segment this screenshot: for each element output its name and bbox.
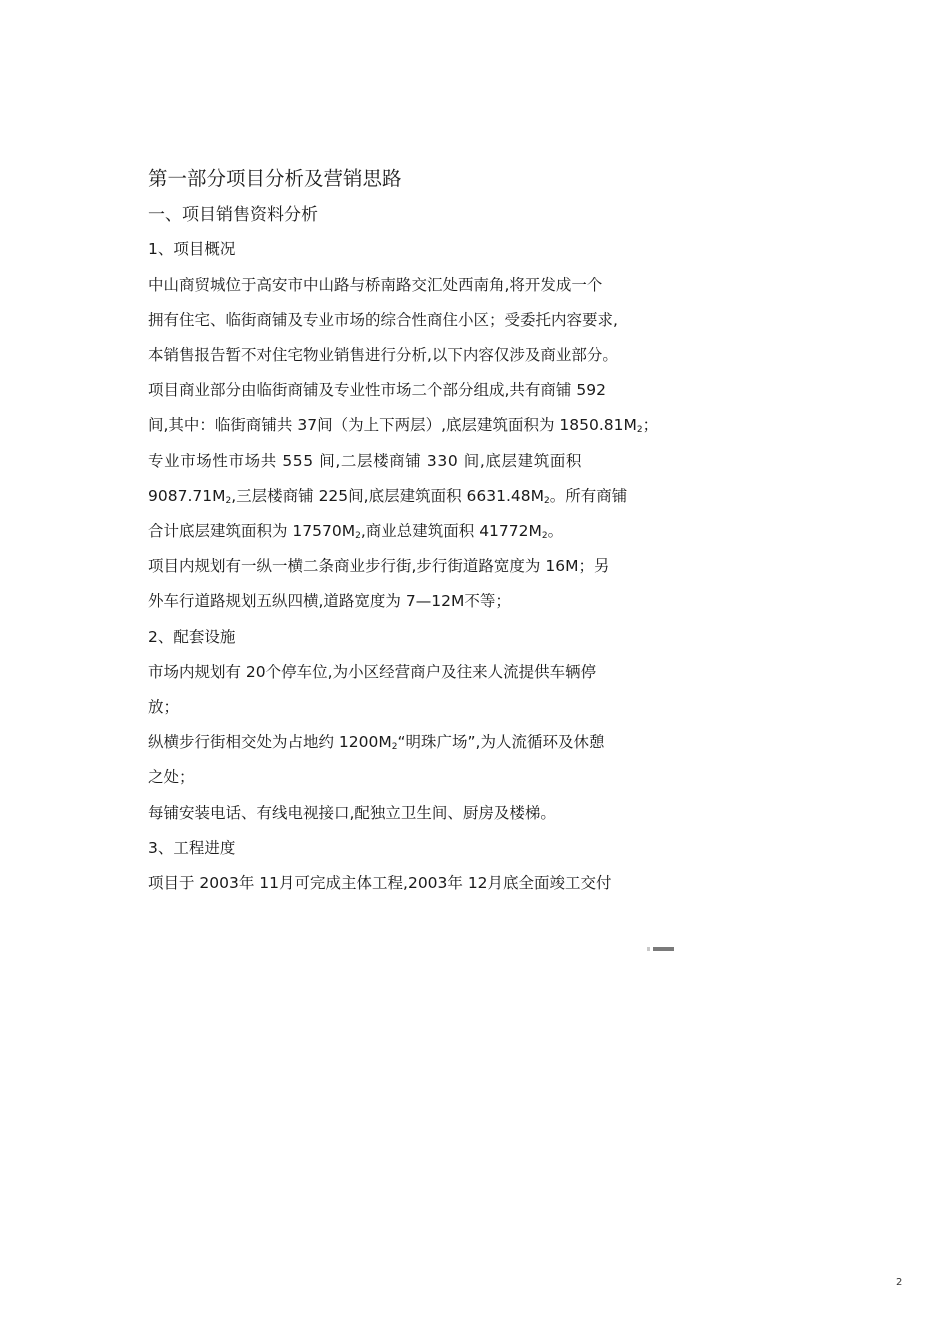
paragraph-line — [148, 415, 658, 435]
subscript: 2 — [541, 531, 548, 541]
scan-artifact — [653, 947, 674, 951]
text-run: 。 — [547, 522, 564, 540]
paragraph-line: 本销售报告暂不对住宅物业销售进行分析,以下内容仅涉及商业部分。 — [148, 346, 618, 364]
paragraph-line: 拥有住宅、临街商铺及专业市场的综合性商住小区；受委托内容要求, — [148, 311, 618, 329]
paragraph-line — [148, 732, 604, 752]
text-run: ； — [642, 416, 659, 434]
scan-artifact — [647, 947, 650, 951]
section-title-facilities: 2、配套设施 — [148, 628, 236, 646]
paragraph-line — [148, 486, 627, 506]
paragraph-line: 专业市场性市场共 555 间,二层楼商铺 330 间,底层建筑面积 — [148, 452, 583, 470]
paragraph-line — [148, 521, 563, 541]
text-run: ,商业总建筑面积 41772M — [360, 522, 542, 540]
paragraph-line: 每铺安装电话、有线电视接口,配独立卫生间、厨房及楼梯。 — [148, 804, 556, 822]
text-run: 9087.71M — [148, 487, 226, 505]
text-run: 合计底层建筑面积为 17570M — [148, 522, 356, 540]
text-run: 。所有商铺 — [549, 487, 628, 505]
text-run: ,三层楼商铺 225间,底层建筑面积 6631.48M — [231, 487, 544, 505]
paragraph-line: 之处； — [148, 768, 195, 786]
heading-part-one: 第一部分项目分析及营销思路 — [148, 167, 402, 190]
subscript: 2 — [636, 425, 643, 435]
subscript: 2 — [225, 496, 232, 506]
page-number: 2 — [896, 1277, 903, 1288]
subscript: 2 — [391, 742, 398, 752]
subscript: 2 — [355, 531, 361, 541]
paragraph-line: 项目商业部分由临街商铺及专业性市场二个部分组成,共有商铺 592 — [148, 381, 606, 399]
paragraph-line: 中山商贸城位于高安市中山路与桥南路交汇处西南角,将开发成一个 — [148, 276, 603, 294]
paragraph-line: 市场内规划有 20个停车位,为小区经营商户及往来人流提供车辆停 — [148, 663, 597, 681]
heading-sales-analysis: 一、项目销售资料分析 — [148, 205, 318, 225]
paragraph-line: 项目内规划有一纵一横二条商业步行街,步行街道路宽度为 16M；另 — [148, 557, 610, 575]
text-run: 纵横步行街相交处为占地约 1200M — [148, 733, 392, 751]
paragraph-line: 放； — [148, 698, 180, 716]
text-run: 间,其中：临街商铺共 37间（为上下两层）,底层建筑面积为 1850.81M — [148, 416, 637, 434]
paragraph-line: 外车行道路规划五纵四横,道路宽度为 7—12M不等； — [148, 592, 511, 610]
section-title-progress: 3、工程进度 — [148, 839, 236, 857]
subscript: 2 — [543, 496, 550, 506]
section-title-overview: 1、项目概况 — [148, 240, 236, 258]
paragraph-line: 项目于 2003年 11月可完成主体工程,2003年 12月底全面竣工交付 — [148, 874, 612, 892]
text-run: “明珠广场”,为人流循环及休憩 — [397, 733, 605, 751]
